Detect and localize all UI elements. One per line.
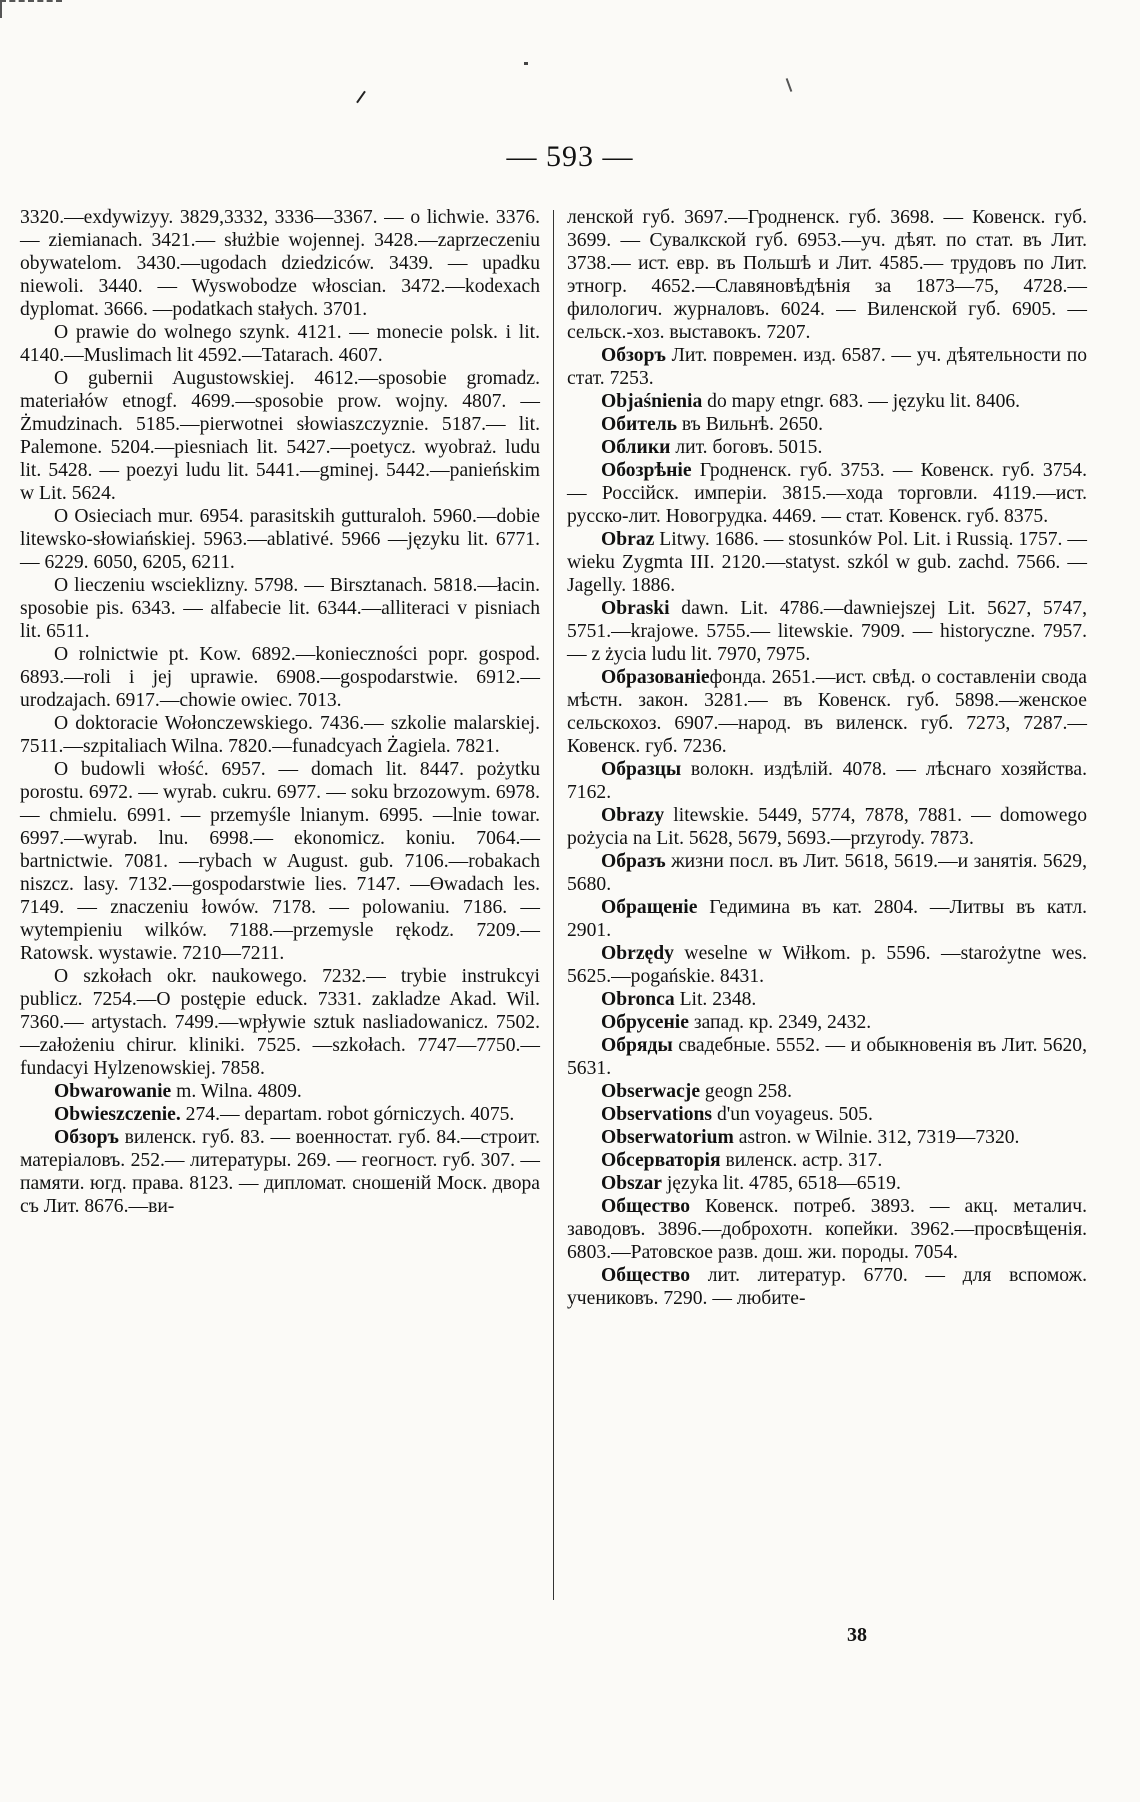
entry-text: d'un voyageus. 505. (712, 1104, 873, 1125)
entry-heading: Obwieszczenie. (54, 1104, 181, 1125)
index-entry (567, 436, 1087, 459)
index-entry (567, 1126, 1087, 1149)
entry-heading: Облики (601, 437, 671, 458)
index-entry (20, 1126, 540, 1218)
entry-heading: Obrazy (601, 805, 665, 826)
index-entry (567, 1172, 1087, 1195)
entry-heading: Образованіе (601, 667, 710, 688)
index-entry (20, 1103, 540, 1126)
entry-text: ленской губ. 3697.—Гродненск. губ. 3698. — Ковенск. губ. 3699. — Сувалкской губ. 6953.—уч. дѣят. по стат. въ Лит. 3738.— ист. евр. въ Польшѣ и Лит. 4585.— трудовъ по Лит. этногр. 4652.—Славяновѣдѣнія за 1873—75, 4728.—филологич. журналовъ. 6024. — Виленской губ. 6905. — сельск.-хоз. выставокъ. 7207. (567, 207, 1087, 343)
entry-heading: Obszar (601, 1173, 662, 1194)
entry-text: O prawie do wolnego szynk. 4121. — monecie polsk. i lit. 4140.—Muslimach lit 4592.—Tatarach. 4607. (20, 322, 540, 366)
index-entry (567, 758, 1087, 804)
index-entry (20, 574, 540, 643)
index-entry (567, 942, 1087, 988)
entry-heading: Obronca (601, 989, 675, 1010)
index-entry (20, 367, 540, 505)
index-entry (567, 804, 1087, 850)
index-entry (567, 988, 1087, 1011)
index-entry (567, 1195, 1087, 1264)
entry-text: виленск. астр. 317. (720, 1150, 883, 1171)
index-entry (567, 459, 1087, 528)
entry-text: Litwy. 1686. — stosunków Pol. Lit. i Russią. 1757. — wieku Zygmta III. 2120.—statyst. szkól w gub. zachd. 7566. —Jagelly. 1886. (567, 529, 1087, 596)
entry-heading: Обрусеніе (601, 1012, 689, 1033)
entry-text: свадебные. 5552. — и обыкновенія въ Лит. 5620, 5631. (567, 1035, 1087, 1079)
index-entry (567, 344, 1087, 390)
entry-text: лит. боговъ. 5015. (670, 437, 823, 458)
entry-text: Lit. 2348. (674, 989, 757, 1010)
ink-mark (356, 91, 366, 104)
page-number: — 593 — (506, 140, 634, 173)
index-entry (567, 597, 1087, 666)
entry-text: O gubernii Augustowskiej. 4612.—sposobie gromadz. materiałów etnogf. 4699.—sposobie prow. wojny. 4807. — Żmudzinach. 5185.—pierwotnei słowiaszczyznie. 5187.— lit. Palemone. 5204.—piesniach lit. 5427.—poetycz. wyobraż. ludu lit. 5428. — poezyi ludu lit. 5441.—gminej. 5442.—panieńskim w Lit. 5624. (20, 368, 540, 504)
index-entry (20, 712, 540, 758)
entry-heading: Обращеніе (601, 897, 698, 918)
right-column (567, 206, 1087, 1310)
index-entry (567, 1034, 1087, 1080)
entry-heading: Observations (601, 1104, 713, 1125)
entry-text: m. Wilna. 4809. (171, 1081, 302, 1102)
entry-text: O doktoracie Wołonczewskiego. 7436.— szkolie malarskiej. 7511.—szpitaliach Wilna. 7820.—funadcyach Żagiela. 7821. (20, 713, 540, 757)
entry-text: лит. литератур. 6770. — для вспомож. учениковъ. 7290. — любите- (567, 1265, 1087, 1309)
entry-heading: Обряды (601, 1035, 673, 1056)
left-column (20, 206, 540, 1218)
entry-text: astron. w Wilnie. 312, 7319—7320. (733, 1127, 1020, 1148)
index-entry (20, 505, 540, 574)
entry-text: litewskie. 5449, 5774, 7878, 7881. — domowego pożycia na Lit. 5628, 5679, 5693.—przyrody. 7873. (567, 805, 1087, 849)
entry-text: O szkołach okr. naukowego. 7232.— trybie instrukcyi publicz. 7254.—O postępie educk. 7331. zakladze Akad. Wil. 7360.— artystach. 7499.—wpływie sztuk nasliadowanicz. 7502.—założeniu chirur. kliniki. 7525. —szkołach. 7747—7750.—fundacyi Hylzenowskiej. 7858. (20, 966, 540, 1079)
entry-text: O lieczeniu wscieklizny. 5798. — Birsztanach. 5818.—łacin. sposobie pis. 6343. — alfabecie lit. 6344.—alliteraci v pisniach lit. 6511. (20, 575, 540, 642)
entry-text: geogn 258. (700, 1081, 793, 1102)
entry-text: въ Вильнѣ. 2650. (677, 414, 823, 435)
entry-text: 3320.—exdywizyy. 3829,3332, 3336—3367. — o lichwie. 3376. — ziemianach. 3421.— służbie wojennej. 3428.—zaprzeczeniu obywatelom. 3430.—ugodach dziedziców. 3439. — upadku niewoli. 3440. — Wyswobodze włoscian. 3472.—kodexach dyplomat. 3666. —podatkach stałych. 3701. (20, 207, 540, 320)
entry-text: weselne w Wiłkom. p. 5596. —starożytne wes. 5625.—pogańskie. 8431. (567, 943, 1087, 987)
index-entry (567, 1103, 1087, 1126)
index-entry (20, 1080, 540, 1103)
ink-mark (786, 78, 793, 92)
entry-heading: Обсерваторія (601, 1150, 721, 1171)
index-entry (567, 1011, 1087, 1034)
entry-heading: Obserwacje (601, 1081, 701, 1102)
index-entry (20, 206, 540, 321)
index-entry (567, 413, 1087, 436)
entry-text: виленск. губ. 83. — военностат. губ. 84.—строит. матеріаловъ. 252.— литературы. 269. — геогност. губ. 307. — памяти. югд. права. 8123. — дипломат. сношеній Моск. двора съ Лит. 8676.—ви- (20, 1127, 540, 1217)
entry-text: волокн. издѣлій. 4078. — лѣснаго хозяйства. 7162. (567, 759, 1087, 803)
column-divider (553, 210, 554, 1600)
entry-text: 274.— departam. robot górniczych. 4075. (180, 1104, 515, 1125)
index-entry (567, 896, 1087, 942)
entry-text: języka lit. 4785, 6518—6519. (661, 1173, 901, 1194)
signature-mark: 38 (847, 1624, 867, 1646)
entry-heading: Образцы (601, 759, 682, 780)
entry-text: Лит. повремен. изд. 6587. — уч. дѣятельности по стат. 7253. (567, 345, 1087, 389)
entry-heading: Образъ (601, 851, 666, 872)
entry-text: dawn. Lit. 4786.—dawniejszej Lit. 5627, 5747, 5751.—krajowe. 5755.— litewskie. 7909. — historyczne. 7957. — z życia ludu lit. 7970, 7975. (567, 598, 1087, 665)
index-entry (567, 390, 1087, 413)
index-entry (567, 206, 1087, 344)
index-entry (20, 643, 540, 712)
entry-text: жизни посл. въ Лит. 5618, 5619.—и занятія. 5629, 5680. (567, 851, 1087, 895)
entry-text: Гедимина въ кат. 2804. —Литвы въ катл. 2901. (567, 897, 1087, 941)
entry-heading: Obwarowanie (54, 1081, 172, 1102)
entry-text: do mapy etngr. 683. — języku lit. 8406. (702, 391, 1021, 412)
entry-heading: Обозрѣніе (601, 460, 692, 481)
index-entry (567, 666, 1087, 758)
entry-text: Гродненск. губ. 3753. — Ковенск. губ. 3754. — Россійск. имперіи. 3815.—хода торговли. 4119.—ист. русско-лит. Новогрудка. 4469. — стат. Ковенск. губ. 8375. (567, 460, 1087, 527)
index-entry (20, 321, 540, 367)
index-entry (567, 850, 1087, 896)
index-entry (567, 1264, 1087, 1310)
entry-heading: Obraski (601, 598, 670, 619)
entry-heading: Obserwatorium (601, 1127, 734, 1148)
entry-text: O Osieciach mur. 6954. parasitskih gutturaloh. 5960.—dobie litewsko-słowiańskiej. 5963.—ablativé. 5966 —języku lit. 6771.— 6229. 6050, 6205, 6211. (20, 506, 540, 573)
index-entry (20, 965, 540, 1080)
entry-heading: Общество (601, 1196, 691, 1217)
entry-text: O budowli włość. 6957. — domach lit. 8447. pożytku porostu. 6972. — wyrab. cukru. 6977. — soku brzozowym. 6978.— chmielu. 6991. — przemyśle lnianym. 6995. —lnie towar. 6997.—wyrab. lnu. 6998.— ekonomicz. koniu. 7064.—bartnictwie. 7081. —rybach w August. gub. 7106.—robakach niszcz. lasy. 7132.—gospodarstwie lies. 7147. —Өwadach les. 7149. — znaczeniu łowów. 7178. — polowaniu. 7186. — wytempieniu wilków. 7188.—przemysle rękodz. 7209.— Ratowsk. wystawie. 7210—7211. (20, 759, 540, 964)
index-entry (567, 528, 1087, 597)
entry-text: фонда. 2651.—ист. свѣд. о составленіи свода мѣстн. закон. 3281.— въ Ковенск. губ. 5898.—женское сельскохоз. 6907.—народ. въ виленск. губ. 7273, 7287.—Ковенск. губ. 7236. (567, 667, 1087, 757)
index-entry (567, 1149, 1087, 1172)
entry-heading: Обзоръ (54, 1127, 119, 1148)
index-entry (20, 758, 540, 965)
entry-text: O rolnictwie pt. Kow. 6892.—konieczności popr. gospod. 6893.—roli i jej uprawie. 6908.—gospodarstwie. 6912.—urodzajach. 6917.—chowie owiec. 7013. (20, 644, 540, 711)
entry-heading: Obrzędy (601, 943, 674, 964)
entry-text: запад. кр. 2349, 2432. (688, 1012, 872, 1033)
entry-heading: Obraz (601, 529, 655, 550)
entry-heading: Обитель (601, 414, 678, 435)
entry-text: Ковенск. потреб. 3893. — акц. металич. заводовъ. 3896.—доброхотн. копейки. 3962.—просвѣщенія. 6803.—Ратовское разв. дош. жи. породы. 7054. (567, 1196, 1087, 1263)
entry-heading: Общество (601, 1265, 691, 1286)
ink-mark (524, 62, 528, 65)
entry-heading: Objaśnienia (601, 391, 703, 412)
corner-mark (0, 0, 62, 18)
index-entry (567, 1080, 1087, 1103)
entry-heading: Обзоръ (601, 345, 666, 366)
